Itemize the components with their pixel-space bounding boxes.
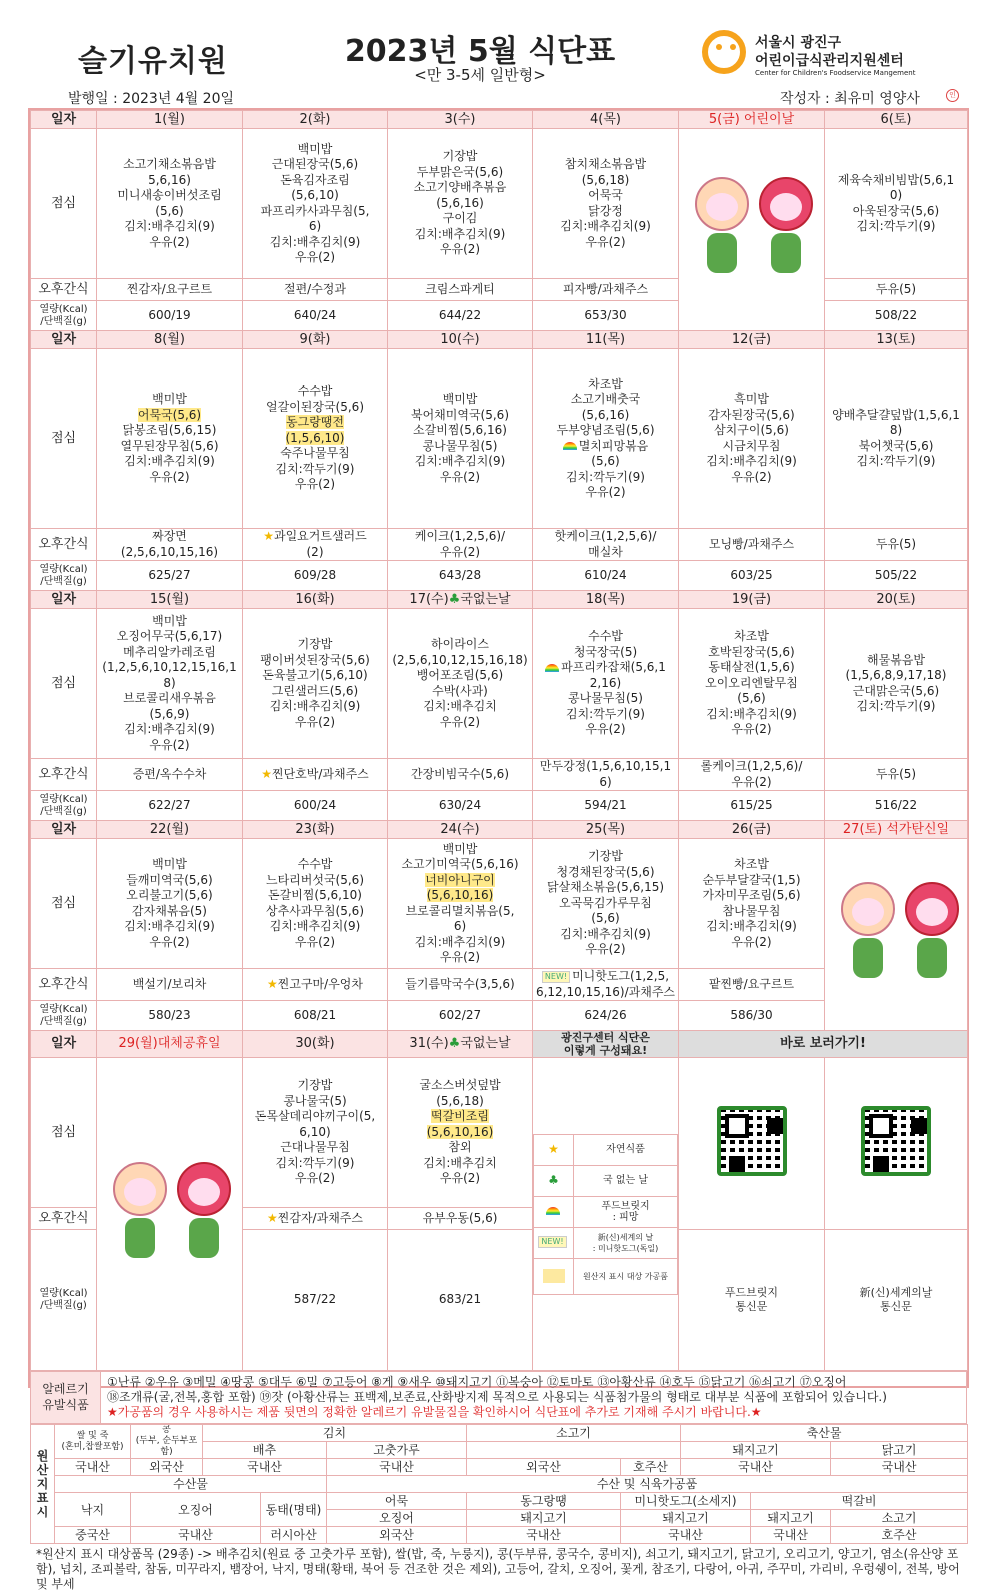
star-icon: ★ [548,1141,559,1156]
origin-header: 수산 및 식육가공품 [327,1476,968,1493]
date-row [31,1031,968,1058]
origin-header: 콩 (두부, 순두부포함) [131,1425,203,1459]
date-row [31,331,968,349]
holiday-cell [97,1058,243,1371]
origin-header: 수산물 [55,1476,327,1493]
lunch-label: 점심 [31,609,97,759]
origin-value: 외국산 [131,1459,203,1476]
snack-menu: ★찐감자/과채주스 [243,1208,388,1230]
snack-menu: ★찐단호박/과채주스 [243,759,388,791]
day-header: 1(월) [97,111,243,129]
legend-item: 자연식품 [574,1134,678,1165]
origin-value: 국내산 [831,1459,968,1476]
snack-label: 오후간식 [31,529,97,561]
day-header: 19(금) [679,591,825,609]
origin-label: 원 산 지 표 시 [31,1425,55,1544]
day-header: 17(수)♣국없는날 [388,591,533,609]
kcal-value: 683/21 [388,1230,533,1371]
snack-menu: 들기름막국수(3,5,6) [388,969,533,1001]
origin-header: 미니핫도그(소세지) [621,1493,751,1510]
qr-label[interactable]: 新(신)세계의날 통신문 [825,1230,968,1371]
kcal-value: 609/28 [243,561,388,591]
day-header: 5(금) 어린이날 [679,111,825,129]
childrens-day-cell [679,129,825,331]
day-header: 20(토) [825,591,968,609]
kcal-label: 열량(Kcal) /단백질(g) [31,1001,97,1031]
day-header: 18(목) [533,591,679,609]
snack-menu: ★찐고구마/우엉차 [243,969,388,1001]
header [0,0,992,110]
logo-line3: Center for Children's Foodservice Mangement [755,69,916,77]
origin-header: 쌀 및 죽 (혼미,찹쌀포함) [55,1425,131,1459]
day-header: 3(수) [388,111,533,129]
kcal-value: 624/26 [533,1001,679,1031]
kcal-value: 580/23 [97,1001,243,1031]
origin-value: 국내산 [131,1527,261,1544]
origin-header: 김치 [203,1425,467,1442]
new-badge-icon: NEW! [542,971,570,983]
buddha-day-cell [825,839,968,1031]
snack-label: 오후간식 [31,279,97,301]
kcal-value: 505/22 [825,561,968,591]
lunch-menu: 기장밥 청경채된장국(5,6) 닭살채소볶음(5,6,15) 오곡묵김가루무침 (5,6) 김치:배추김치(9) 우유(2) [533,839,679,969]
day-header: 29(월)대체공휴일 [97,1031,243,1058]
lunch-menu: 차조밥 소고기배춧국 (5,6,16) 두부양념조림(5,6) 멸치피망볶음 (5,6) 김치:깍두기(9) 우유(2) [533,349,679,529]
lunch-menu: 백미밥 근대된장국(5,6) 돈육김자조림 (5,6,10) 파프리카사과무침(5, 6) 김치:배추김치(9) 우유(2) [243,129,388,279]
lunch-menu: 백미밥 들깨미역국(5,6) 오리불고기(5,6) 감자채볶음(5) 김치:배추김치(9) 우유(2) [97,839,243,969]
page-subtitle: <만 3-5세 일반형> [414,66,546,84]
writer: 작성자 : 최유미 영양사 [780,91,920,107]
center-logo-icon [702,30,746,74]
snack-menu: 두유(5) [825,279,968,301]
legend-item: 국 없는 날 [574,1165,678,1196]
day-header: 10(수) [388,331,533,349]
snack-label: 오후간식 [31,969,97,1001]
date-label: 일자 [31,821,97,839]
kcal-value: 603/25 [679,561,825,591]
lunch-menu: 백미밥 소고기미역국(5,6,16) 너비아니구이 (5,6,10,16) 브로콜리멸치볶음(5, 6) 김치:배추김치(9) 우유(2) [388,839,533,969]
lunch-menu: 수수밥 느타리버섯국(5,6) 돈갈비찜(5,6,10) 상추사과무침(5,6) 김치:배추김치(9) 우유(2) [243,839,388,969]
kcal-value: 587/22 [243,1230,388,1371]
kcal-value: 622/27 [97,791,243,821]
day-header: 27(토) 석가탄신일 [825,821,968,839]
kcal-value: 600/24 [243,791,388,821]
origin-header: 돼지고기 [681,1442,831,1459]
snack-menu: 모닝빵/과채주스 [679,529,825,561]
date-label: 일자 [31,1031,97,1058]
origin-header: 축산물 [681,1425,968,1442]
legend [533,1058,679,1371]
origin-value: 중국산 [55,1527,131,1544]
origin-value: 국내산 [751,1527,831,1544]
kcal-value: 615/25 [679,791,825,821]
day-header: 23(화) [243,821,388,839]
day-header: 26(금) [679,821,825,839]
day-header: 25(목) [533,821,679,839]
snack-label: 오후간식 [31,759,97,791]
origin-header: 동태(명태) [261,1493,327,1527]
day-header: 12(금) [679,331,825,349]
kcal-value: 640/24 [243,301,388,331]
lunch-label: 점심 [31,349,97,529]
snack-menu: ★과일요거트샐러드 (2) [243,529,388,561]
star-icon: ★ [261,766,272,781]
allergy-warning: ★가공품의 경우 사용하시는 제품 뒷면의 정확한 알레르기 유발물질을 확인하시어 식단표에 추가로 기재해 주시기 바랍니다.★ [107,1405,762,1419]
lunch-menu: 소고기채소볶음밥 5,6,16) 미니새송이버섯조림 (5,6) 김치:배추김치(9) 우유(2) [97,129,243,279]
day-header: 30(화) [243,1031,388,1058]
mascot-illustration [827,862,968,1002]
day-header: 24(수) [388,821,533,839]
origin-value: 국내산 [327,1459,467,1476]
qr-label[interactable]: 푸드브릿지 통신문 [679,1230,825,1371]
snack-menu: 롤케이크(1,2,5,6)/ 우유(2) [679,759,825,791]
origin-value: 국내산 [203,1459,327,1476]
lunch-menu: 흑미밥 감자된장국(5,6) 삼치구이(5,6) 시금치무침 김치:배추김치(9) 우유(2) [679,349,825,529]
lunch-menu: 백미밥 북어채미역국(5,6) 소갈비찜(5,6,16) 콩나물무침(5) 김치:배추김치(9) 우유(2) [388,349,533,529]
clover-icon: ♣ [548,1172,559,1187]
day-header: 16(화) [243,591,388,609]
origin-header: 돼지고기 [467,1510,621,1527]
origin-header: 어묵 [327,1493,467,1510]
snack-menu: 피자빵/과채주스 [533,279,679,301]
processed-food-icon [543,1269,565,1283]
menu-frame [28,108,969,1591]
snack-menu: 크림스파게티 [388,279,533,301]
origin-header: 고춧가루 [327,1442,467,1459]
origin-value: 러시아산 [261,1527,327,1544]
kcal-value: 586/30 [679,1001,825,1031]
rainbow-icon [563,442,577,450]
kcal-value: 653/30 [533,301,679,331]
day-header: 4(목) [533,111,679,129]
snack-menu: 증편/옥수수차 [97,759,243,791]
snack-label: 오후간식 [31,1208,97,1230]
date-label: 일자 [31,591,97,609]
lunch-menu: 백미밥 오징어무국(5,6,17) 메추리알카레조림 (1,2,5,6,10,12,15,16,18) 브로콜리새우볶음 (5,6,9) 김치:배추김치(9) 우유(2) [97,609,243,759]
lunch-menu: 차조밥 순두부달걀국(1,5) 가자미무조림(5,6) 참나물무침 김치:배추김치(9) 우유(2) [679,839,825,969]
lunch-menu: 기장밥 팽이버섯된장국(5,6) 돈육불고기(5,6,10) 그린샐러드(5,6) 김치:배추김치(9) 우유(2) [243,609,388,759]
origin-header: 오징어 [327,1510,467,1527]
kcal-value: 508/22 [825,301,968,331]
origin-header: 배추 [203,1442,327,1459]
snack-menu: 두유(5) [825,759,968,791]
origin-value: 국내산 [55,1459,131,1476]
kcal-value: 602/27 [388,1001,533,1031]
star-icon: ★ [263,529,274,543]
snack-menu: 두유(5) [825,529,968,561]
origin-header: 오징어 [131,1493,261,1527]
lunch-menu: 해물볶음밥 (1,5,6,8,9,17,18) 근대맑은국(5,6) 김치:깍두기(9) [825,609,968,759]
seal-stamp: 인 [946,89,959,102]
date-row [31,111,968,129]
day-header: 8(월) [97,331,243,349]
origin-header: 동그랑땡 [467,1493,621,1510]
snack-menu: 팥찐빵/요구르트 [679,969,825,1001]
kcal-label: 열량(Kcal) /단백질(g) [31,791,97,821]
origin-header: 닭고기 [831,1442,968,1459]
legend-item: 新(신)세계의 날 : 미니핫도그(독일) [574,1227,678,1258]
mascot-illustration [681,157,825,297]
lunch-menu: 차조밥 호박된장국(5,6) 동태살전(1,5,6) 오이오리엔탈무침 (5,6) 김치:배추김치(9) 우유(2) [679,609,825,759]
day-header: 15(월) [97,591,243,609]
lunch-menu: 수수밥 얼갈이된장국(5,6) 동그랑땡전 (1,5,6,10) 숙주나물무침 김치:깍두기(9) 우유(2) [243,349,388,529]
day-header: 31(수)♣국없는날 [388,1031,533,1058]
rainbow-icon [545,664,559,672]
day-header: 22(월) [97,821,243,839]
lunch-label: 점심 [31,1058,97,1208]
origin-header: 소고기 [831,1510,968,1527]
origin-value: 국내산 [621,1527,751,1544]
origin-cell [467,1442,681,1459]
new-badge-icon: NEW! [538,1236,566,1248]
lunch-label: 점심 [31,129,97,279]
lunch-menu: 백미밥 어묵국(5,6) 닭봉조림(5,6,15) 열무된장무침(5,6) 김치:배추김치(9) 우유(2) [97,349,243,529]
snack-menu: NEW! 미니핫도그(1,2,5, 6,12,10,15,16)/과채주스 [533,969,679,1001]
menu-table [30,110,968,1371]
issue-date: 발행일 : 2023년 4월 20일 [68,91,235,107]
snack-menu: 짜장면 (2,5,6,10,15,16) [97,529,243,561]
kcal-value: 608/21 [243,1001,388,1031]
rainbow-icon [546,1207,560,1215]
page-title: 2023년 5월 식단표 [344,34,616,69]
star-icon: ★ [267,1210,278,1225]
lunch-label: 점심 [31,839,97,969]
star-icon: ★ [267,976,278,991]
date-label: 일자 [31,331,97,349]
logo-line2: 어린이급식관리지원센터 [755,53,904,69]
origin-header: 떡갈비 [751,1493,968,1510]
origin-value: 외국산 [467,1459,621,1476]
snack-menu: 케이크(1,2,5,6)/ 우유(2) [388,529,533,561]
date-label: 일자 [31,111,97,129]
lunch-menu: 굴소스버섯덮밥 (5,6,18) 떡갈비조림 (5,6,10,16) 참외 김치:배추김치 우유(2) [388,1058,533,1208]
qr-code-icon[interactable] [679,1058,825,1230]
origin-header: 돼지고기 [621,1510,751,1527]
legend-item: 원산지 표시 대상 가공품 [574,1258,678,1294]
clover-icon: ♣ [448,591,461,607]
kcal-value: 630/24 [388,791,533,821]
day-header: 2(화) [243,111,388,129]
snack-menu: 절편/수정과 [243,279,388,301]
allergy-text: ①난류 ②우유 ③메밀 ④땅콩 ⑤대두 ⑥밀 ⑦고등어 ⑧게 ⑨새우 ⑩돼지고기 ⑪복숭아 ⑫토마토 ⑬아황산류 ⑭호두 ⑮닭고기 ⑯쇠고기 ⑰오징어 ⑱조개류(굴,전복,홍합 포함) ⑲잣 (아황산류는 표백제,보존료,산화방지제 목적으로 사용되는 식품첨가물의 형태로 대부분 식품에 포함되어 있습니다.) [107,1375,887,1404]
kcal-label: 열량(Kcal) /단백질(g) [31,561,97,591]
allergy-info [101,1372,967,1424]
snack-menu: 유부우동(5,6) [388,1208,533,1230]
origin-value: 국내산 [681,1459,831,1476]
kcal-value: 625/27 [97,561,243,591]
legend-item: 푸드브릿지 : 피망 [574,1196,678,1227]
date-row [31,591,968,609]
day-header: 9(화) [243,331,388,349]
logo-line1: 서울시 광진구 [755,35,842,51]
origin-table [30,1424,968,1544]
snack-menu: 만두강정(1,5,6,10,15,1 6) [533,759,679,791]
kcal-value: 644/22 [388,301,533,331]
qr-title: 바로 보러가기! [679,1031,968,1058]
kcal-value: 516/22 [825,791,968,821]
allergy-table [30,1371,967,1424]
legend-title: 광진구센터 식단은 이렇게 구성돼요! [533,1031,679,1058]
day-header: 11(목) [533,331,679,349]
snack-menu: 핫케이크(1,2,5,6)/ 매실차 [533,529,679,561]
mascot-illustration [99,1142,243,1282]
lunch-menu: 제육숙채비빔밥(5,6,1 0) 아욱된장국(5,6) 김치:깍두기(9) [825,129,968,279]
origin-value: 호주산 [831,1527,968,1544]
origin-value: 외국산 [327,1527,467,1544]
day-header: 13(토) [825,331,968,349]
day-header: 6(토) [825,111,968,129]
lunch-menu: 양배추달걀덮밥(1,5,6,1 8) 북어챗국(5,6) 김치:깍두기(9) [825,349,968,529]
lunch-menu: 기장밥 콩나물국(5) 돈목살데리야끼구이(5, 6,10) 근대나물무침 김치:깍두기(9) 우유(2) [243,1058,388,1208]
kcal-value: 600/19 [97,301,243,331]
lunch-menu: 기장밥 두부맑은국(5,6) 소고기양배추볶음 (5,6,16) 구이김 김치:배추김치(9) 우유(2) [388,129,533,279]
origin-value: 호주산 [621,1459,681,1476]
lunch-menu: 수수밥 청국장국(5) 파프리카잡채(5,6,1 2,16) 콩나물무침(5) 김치:깍두기(9) 우유(2) [533,609,679,759]
origin-header: 소고기 [467,1425,681,1442]
kcal-value: 643/28 [388,561,533,591]
lunch-menu: 하이라이스 (2,5,6,10,12,15,16,18) 뱅어포조림(5,6) 수박(사과) 김치:배추김치 우유(2) [388,609,533,759]
snack-menu: 백설기/보리차 [97,969,243,1001]
origin-note: *원산지 표시 대상품목 (29종) -> 배추김치(원료 중 고춧가루 포함), 쌀(밥, 죽, 누룽지), 콩(두부류, 콩국수, 콩비지), 쇠고기, 돼지고기, 닭고기, 오리고기, 양고기, 염소(유산양 포함), 넙치, 조피볼락, 참돔, 미꾸라지, 뱀장어, 낙지, 명태(황태, 북어 등 건조한 것은 제외), 고등어, 갈치, 오징어, 꽃게, 참조기, 다랑어, 아귀, 주꾸미, 가리비, 우렁쉥이, 전복, 방어 및 부세 [36,1547,960,1591]
kcal-value: 610/24 [533,561,679,591]
snack-menu: 찐감자/요구르트 [97,279,243,301]
origin-header: 돼지고기 [751,1510,831,1527]
clover-icon: ♣ [448,1036,461,1052]
qr-code-icon[interactable] [825,1058,968,1230]
snack-menu: 간장비빔국수(5,6) [388,759,533,791]
kcal-label: 열량(Kcal) /단백질(g) [31,1230,97,1371]
origin-header: 낙지 [55,1493,131,1527]
allergy-label: 알레르기 유발식품 [31,1372,101,1424]
lunch-menu: 참치채소볶음밥 (5,6,18) 어묵국 닭강정 김치:배추김치(9) 우유(2) [533,129,679,279]
origin-value: 국내산 [467,1527,621,1544]
school-name: 슬기유치원 [78,44,228,79]
kcal-value: 594/21 [533,791,679,821]
kcal-label: 열량(Kcal) /단백질(g) [31,301,97,331]
date-row [31,821,968,839]
